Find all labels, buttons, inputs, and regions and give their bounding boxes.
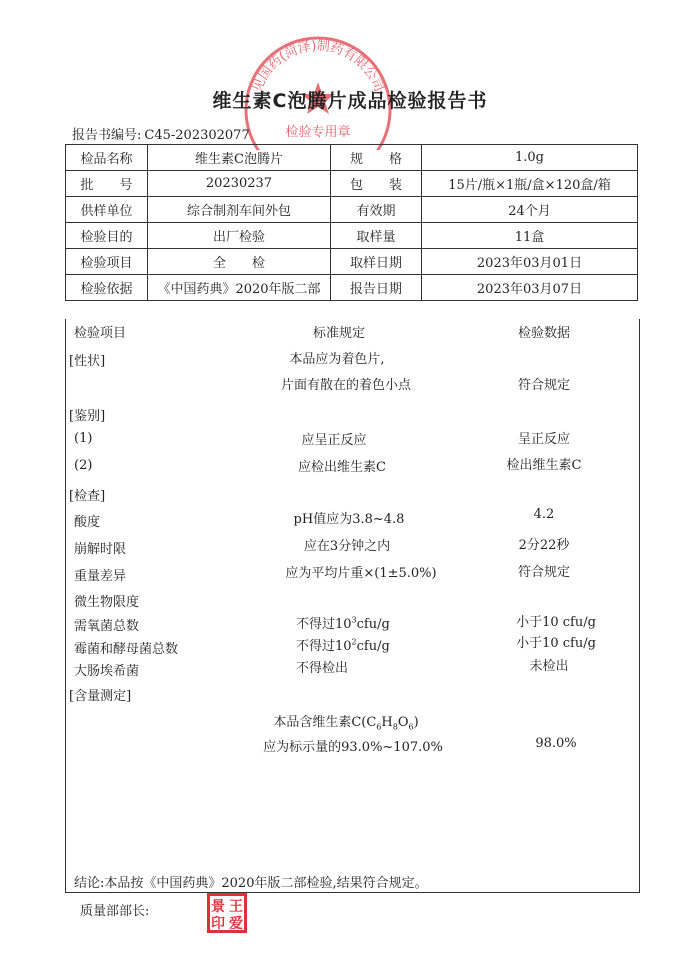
result-value: 检出维生素C <box>506 458 582 473</box>
info-table <box>65 144 638 301</box>
info-value: 出厂检验 <box>148 223 331 249</box>
report-number <box>72 124 250 143</box>
result-value: 符合规定 <box>517 378 571 393</box>
result-value: 小于10 cfu/g <box>516 636 596 651</box>
item-label: 崩解时限 <box>74 542 127 557</box>
header-data: 检验数据 <box>517 326 571 341</box>
info-row <box>66 145 638 171</box>
item-label: 酸度 <box>74 515 101 530</box>
result-value: 2分22秒 <box>518 538 570 553</box>
conclusion: 结论:本品按《中国药典》2020年版二部检验,结果符合规定。 <box>74 876 428 891</box>
info-label: 检品名称 <box>66 145 148 171</box>
info-value: 《中国药典》2020年版二部 <box>148 275 331 301</box>
standard-text: 应呈正反应 <box>301 433 367 448</box>
item-label: 大肠埃希菌 <box>74 664 140 679</box>
section-content: [含量测定] <box>69 689 132 704</box>
info-label: 规 格 <box>331 145 422 171</box>
info-label: 取样日期 <box>331 249 422 275</box>
info-label: 检验项目 <box>66 249 148 275</box>
info-label: 报告日期 <box>331 275 422 301</box>
standard-text: 应为平均片重×(1±5.0%) <box>285 566 437 581</box>
info-label: 取样量 <box>331 223 422 249</box>
info-row <box>66 275 638 301</box>
page-title: 维生素C泡腾片成品检验报告书 <box>212 90 488 112</box>
info-label: 有效期 <box>331 197 422 223</box>
info-value: 24个月 <box>422 197 638 223</box>
info-value: 维生素C泡腾片 <box>148 145 331 171</box>
info-label: 批 号 <box>66 171 148 197</box>
info-value: 综合制剂车间外包 <box>148 197 331 223</box>
item-label: 重量差异 <box>74 569 127 584</box>
standard-text: 片面有散在的着色小点 <box>280 378 412 393</box>
info-label: 检验依据 <box>66 275 148 301</box>
report-number-label: 报告书编号: <box>72 128 142 143</box>
result-value: 98.0% <box>535 736 577 751</box>
standard-text: 应为标示量的93.0%~107.0% <box>263 740 443 755</box>
item-label: 微生物限度 <box>74 595 140 610</box>
personal-seal <box>207 893 247 933</box>
item-label: 需氧菌总数 <box>74 619 140 634</box>
standard-text: pH值应为3.8~4.8 <box>293 512 405 527</box>
section-xingzhuang: [性状] <box>69 354 106 369</box>
item-label: (1) <box>74 431 93 446</box>
info-label: 包 装 <box>331 171 422 197</box>
stamp-ring-text: 见国药(菏泽)制药有限公司 <box>250 38 386 95</box>
standard-text: 应在3分钟之内 <box>303 539 391 554</box>
stamp-center-text: 检验专用章 <box>285 125 351 140</box>
info-row <box>66 171 638 197</box>
info-value: 11盒 <box>422 223 638 249</box>
svg-text:印: 印 <box>211 916 225 932</box>
info-value: 全 检 <box>148 249 331 275</box>
standard-text: 不得过$10^3cfu/g$ <box>296 615 390 632</box>
standard-text: 应检出维生素C <box>298 460 386 475</box>
info-row <box>66 197 638 223</box>
svg-text:景: 景 <box>211 899 225 915</box>
standard-text: 不得检出 <box>296 661 349 676</box>
result-value: 小于10 cfu/g <box>516 615 596 630</box>
results-section <box>65 319 640 893</box>
result-value: 符合规定 <box>517 565 571 580</box>
standard-text: 不得过$10^2cfu/g$ <box>296 637 390 654</box>
item-label: (2) <box>74 458 93 473</box>
info-value: 2023年03月07日 <box>422 275 638 301</box>
result-value: 4.2 <box>533 507 555 522</box>
info-value: 1.0g <box>422 145 638 171</box>
info-row <box>66 223 638 249</box>
item-label: 霉菌和酵母菌总数 <box>74 642 179 657</box>
info-label: 供样单位 <box>66 197 148 223</box>
manager-label: 质量部部长: <box>80 904 150 919</box>
result-value: 未检出 <box>529 659 569 674</box>
svg-text:王: 王 <box>229 899 243 915</box>
svg-text:爱: 爱 <box>229 916 243 932</box>
header-item: 检验项目 <box>74 326 127 341</box>
info-row <box>66 249 638 275</box>
standard-text: 本品含维生素$C(C_6H_8O_6)$ <box>273 715 419 732</box>
report-number-value: C45-202302077 <box>144 128 250 143</box>
header-standard: 标准规定 <box>312 326 366 341</box>
info-value: 20230237 <box>148 171 331 197</box>
standard-text: 本品应为着色片, <box>289 352 385 367</box>
info-value: 2023年03月01日 <box>422 249 638 275</box>
info-value: 15片/瓶×1瓶/盒×120盒/箱 <box>422 171 638 197</box>
result-value: 呈正反应 <box>517 432 571 447</box>
info-label: 检验目的 <box>66 223 148 249</box>
section-jianbie: [鉴别] <box>69 409 106 424</box>
section-jiancha: [检查] <box>69 489 106 504</box>
